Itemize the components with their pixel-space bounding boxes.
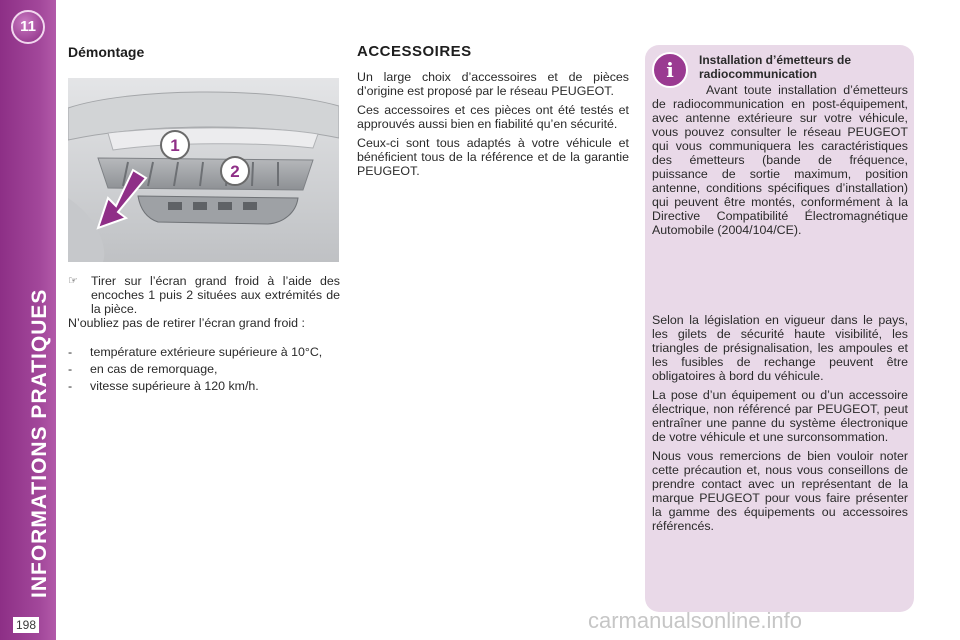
step-instruction — [68, 274, 340, 316]
info-panel-paragraph: Nous vous remercions de bien vouloir noter cette précaution et, nous vous conseillons de prendre contact avec un représentant de la marque PEUGEOT pour vous faire présenter la gamme des équipements ou accessoires référencés. — [652, 449, 908, 533]
accessoires-section — [357, 43, 629, 183]
callout-2: 2 — [230, 162, 240, 181]
callout-1: 1 — [170, 136, 180, 155]
condition-list — [68, 345, 340, 396]
list-item: - en cas de remorquage, — [68, 362, 218, 376]
demontage-section — [68, 44, 340, 60]
demontage-title: Démontage — [68, 44, 145, 60]
chapter-title: INFORMATIONS PRATIQUES — [28, 288, 51, 598]
step-text: Tirer sur l’écran grand froid à l’aide des encoches 1 puis 2 situées aux extrémités de la pièce. — [91, 274, 340, 316]
front-bumper-photo — [68, 78, 339, 262]
info-panel-title: Installation d’émetteurs de radiocommunication — [699, 53, 852, 81]
bumper-illustration — [68, 78, 339, 262]
warning-note: N’oubliez pas de retirer l’écran grand froid : — [68, 316, 305, 330]
info-icon: i — [652, 52, 688, 88]
info-panel-paragraph: La pose d’un équipement ou d’un accessoire électrique, non référencé par PEUGEOT, peut entraîner une panne du système électronique de votre véhicule et une surconsommation. — [652, 388, 908, 444]
pointing-hand-icon: ☞ — [68, 275, 78, 287]
site-watermark: carmanualsonline.info — [588, 608, 803, 633]
page-number: 198 — [13, 617, 39, 633]
accessoires-paragraph: Ceux-ci sont tous adaptés à votre véhicule et bénéficient tous de la référence et de la garantie PEUGEOT. — [357, 136, 629, 178]
accessoires-paragraph: Un large choix d’accessoires et de pièces d’origine est proposé par le réseau PEUGEOT. — [357, 70, 629, 98]
accessoires-paragraph: Ces accessoires et ces pièces ont été testés et approuvés aussi bien en fiabilité qu’en sécurité. — [357, 103, 629, 131]
chapter-sidebar — [0, 0, 56, 640]
list-item: - température extérieure supérieure à 10°C, — [68, 345, 323, 359]
list-item: - vitesse supérieure à 120 km/h. — [68, 379, 259, 393]
chapter-number-badge: 11 — [11, 10, 45, 44]
info-panel-paragraph: Avant toute installation d’émetteurs de radiocommunication en post-équipement, avec antenne extérieure sur votre véhicule, vous pouvez consulter le réseau PEUGEOT qui vous communiquera les caractéristiques des émetteurs (bande de fréquence, puissance de sortie maximum, position antenne, conditions spécifiques d’installation) qui peuvent être montés, conformément à la Directive Compatibilité Électromagnétique Automobile (2004/104/CE). — [652, 83, 908, 237]
info-panel-regulations — [652, 313, 908, 538]
info-panel-paragraph: Selon la législation en vigueur dans le pays, les gilets de sécurité haute visibilité, les triangles de présignalisation, les ampoules et les fusibles de rechange peuvent être obligatoires à bord du véhicule. — [652, 313, 908, 383]
accessoires-title: ACCESSOIRES — [357, 43, 472, 60]
